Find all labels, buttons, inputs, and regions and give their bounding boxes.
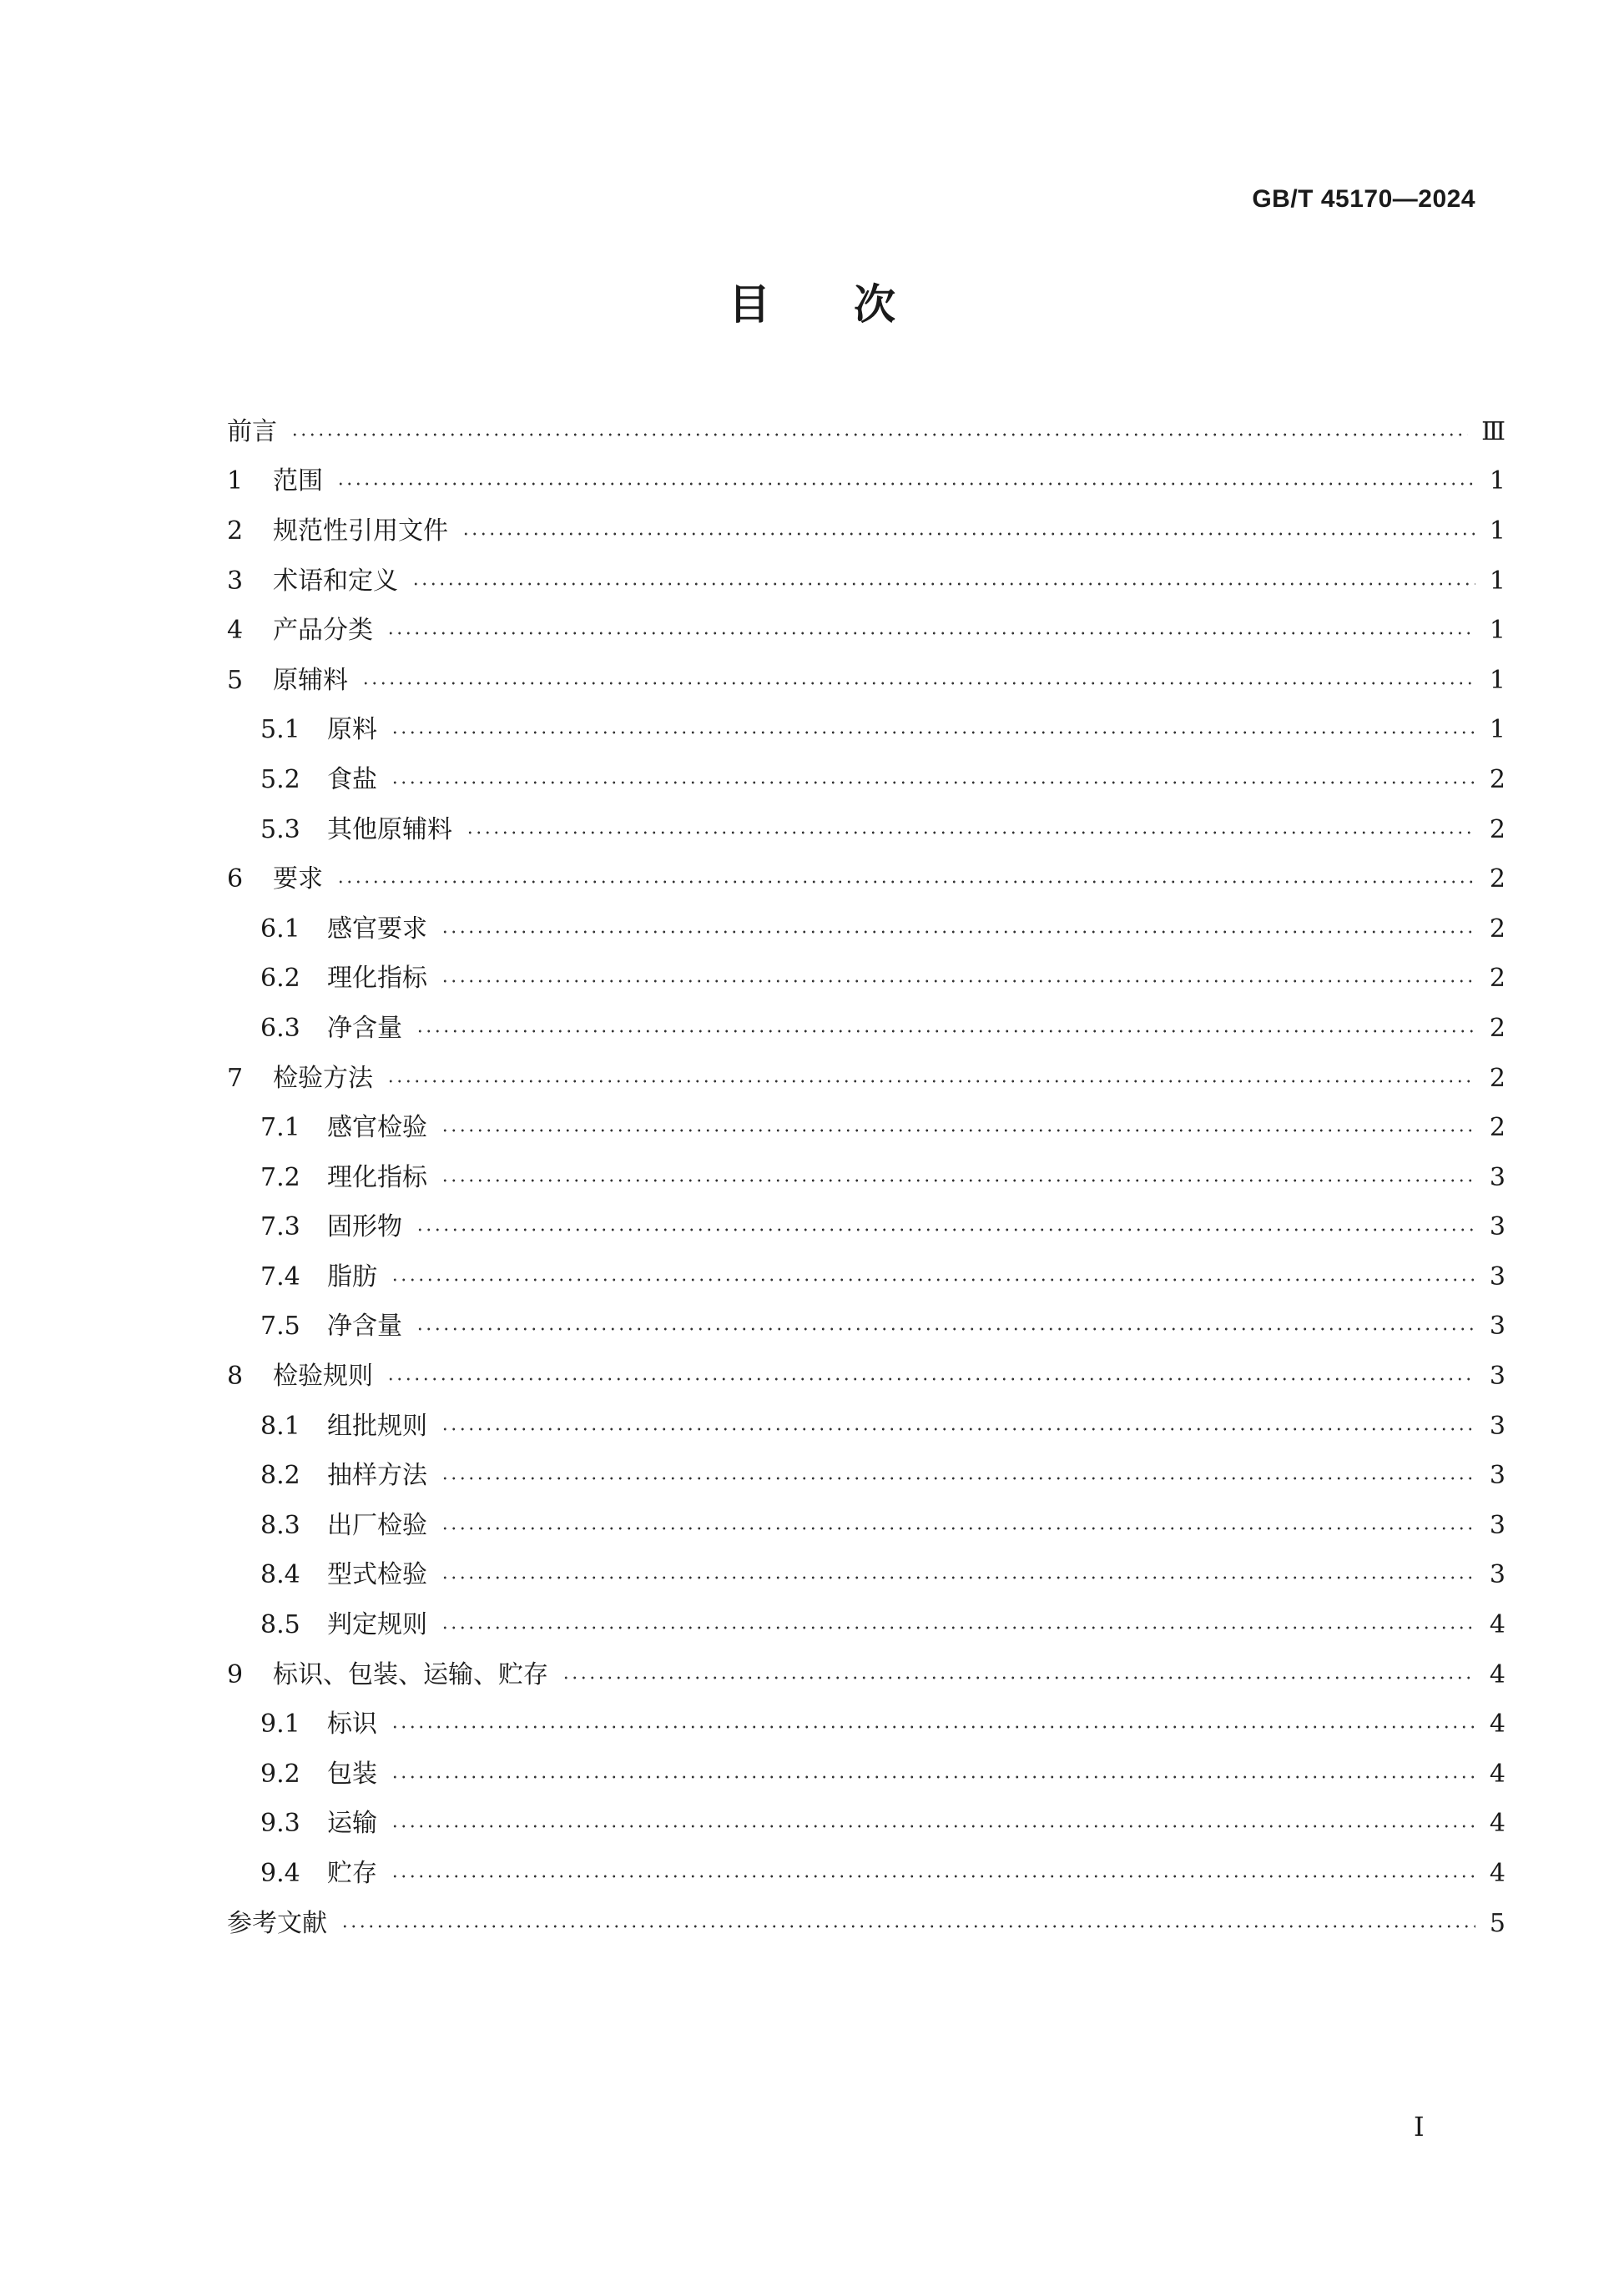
toc-entry-label: 规范性引用文件 — [273, 516, 448, 546]
toc-entry-page: 4 — [1489, 1709, 1505, 1740]
toc-entry-label: 产品分类 — [273, 616, 373, 646]
toc-dot-leader — [340, 1925, 1475, 1928]
toc-entry-page: 1 — [1489, 665, 1505, 695]
toc-entry-page: 4 — [1489, 1809, 1505, 1839]
toc-entry-number: 1 — [227, 466, 244, 496]
toc-entry[interactable] — [227, 706, 1505, 756]
toc-entry-label: 标识 — [327, 1709, 377, 1740]
toc-entry-page: Ⅲ — [1481, 416, 1505, 446]
toc-dot-leader — [461, 532, 1475, 536]
toc-entry[interactable] — [227, 1800, 1505, 1850]
toc-dot-leader — [391, 1278, 1475, 1281]
toc-dot-leader — [416, 1030, 1475, 1033]
toc-entry-number: 9.3 — [260, 1809, 300, 1839]
toc-entry-page: 2 — [1489, 1013, 1505, 1043]
toc-dot-leader — [411, 582, 1475, 586]
toc-entry-page: 2 — [1489, 914, 1505, 944]
toc-entry-number: 9.1 — [260, 1709, 300, 1740]
toc-dot-leader — [391, 781, 1475, 784]
toc-entry-number: 6.1 — [260, 914, 300, 944]
toc-entry[interactable] — [227, 1153, 1505, 1203]
toc-dot-leader — [441, 1427, 1475, 1431]
toc-entry-number: 2 — [227, 516, 244, 546]
toc-entry-page: 2 — [1489, 814, 1505, 844]
toc-entry-page: 1 — [1489, 616, 1505, 646]
toc-entry[interactable] — [227, 954, 1505, 1004]
toc-entry[interactable] — [227, 1054, 1505, 1104]
toc-entry-page: 1 — [1489, 516, 1505, 546]
toc-entry-page: 3 — [1489, 1261, 1505, 1292]
toc-entry-label: 感官检验 — [327, 1113, 427, 1143]
toc-entry-label: 型式检验 — [327, 1560, 427, 1590]
toc-entry-number: 5 — [227, 665, 244, 695]
toc-entry-label: 食盐 — [327, 764, 377, 794]
toc-entry[interactable] — [227, 506, 1505, 556]
toc-dot-leader — [441, 1626, 1475, 1629]
toc-dot-leader — [441, 1477, 1475, 1480]
toc-entry-label: 出厂检验 — [327, 1510, 427, 1540]
toc-entry-page: 2 — [1489, 1113, 1505, 1143]
toc-entry-number: 8.3 — [260, 1510, 300, 1540]
toc-dot-leader — [391, 1725, 1475, 1729]
toc-entry-label: 净含量 — [327, 1312, 402, 1342]
toc-dot-leader — [441, 1129, 1475, 1132]
toc-entry-number: 8.1 — [260, 1411, 300, 1441]
toc-entry-number: 7.3 — [260, 1212, 300, 1242]
toc-entry-page: 3 — [1489, 1212, 1505, 1242]
toc-entry[interactable] — [227, 1600, 1505, 1650]
toc-entry-label: 判定规则 — [327, 1610, 427, 1640]
toc-dot-leader — [361, 682, 1475, 685]
toc-entry-label: 原辅料 — [273, 665, 348, 695]
toc-entry-page: 1 — [1489, 566, 1505, 596]
toc-entry-number: 3 — [227, 566, 244, 596]
toc-entry-label: 净含量 — [327, 1013, 402, 1043]
toc-entry[interactable] — [227, 1551, 1505, 1601]
toc-entry-label: 组批规则 — [327, 1411, 427, 1441]
toc-entry[interactable] — [227, 805, 1505, 855]
toc-entry[interactable] — [227, 1302, 1505, 1352]
toc-dot-leader — [391, 1875, 1475, 1878]
toc-entry-label: 抽样方法 — [327, 1461, 427, 1491]
toc-dot-leader — [336, 880, 1475, 884]
toc-entry-page: 2 — [1489, 1063, 1505, 1093]
toc-entry-page: 5 — [1489, 1908, 1505, 1938]
toc-entry[interactable] — [227, 1402, 1505, 1452]
toc-entry[interactable] — [227, 1103, 1505, 1153]
toc-entry-page: 3 — [1489, 1510, 1505, 1540]
toc-entry-number: 5.2 — [260, 764, 300, 794]
toc-dot-leader — [562, 1676, 1475, 1679]
toc-entry-page: 2 — [1489, 764, 1505, 794]
toc-dot-leader — [386, 1377, 1475, 1381]
toc-entry-page: 3 — [1489, 1362, 1505, 1392]
toc-entry[interactable] — [227, 755, 1505, 805]
toc-entry-label: 理化指标 — [327, 1162, 427, 1192]
toc-entry[interactable] — [227, 1501, 1505, 1551]
toc-dot-leader — [416, 1228, 1475, 1231]
toc-entry-page: 2 — [1489, 964, 1505, 994]
toc-entry-label: 检验规则 — [273, 1362, 373, 1392]
toc-entry-number: 6 — [227, 864, 244, 894]
toc-dot-leader — [290, 433, 1468, 436]
toc-entry[interactable] — [227, 1750, 1505, 1800]
toc-dot-leader — [336, 482, 1475, 486]
toc-entry-number: 7.1 — [260, 1113, 300, 1143]
toc-entry[interactable] — [227, 1849, 1505, 1899]
toc-entry[interactable] — [227, 1252, 1505, 1302]
toc-dot-leader — [386, 632, 1475, 635]
table-of-contents — [227, 407, 1505, 1948]
toc-entry-page: 4 — [1489, 1610, 1505, 1640]
toc-dot-leader — [441, 1576, 1475, 1579]
toc-entry-page: 3 — [1489, 1560, 1505, 1590]
toc-dot-leader — [416, 1327, 1475, 1331]
toc-entry-page: 1 — [1489, 466, 1505, 496]
toc-entry-label: 理化指标 — [327, 964, 427, 994]
toc-entry-number: 8.5 — [260, 1610, 300, 1640]
toc-dot-leader — [466, 831, 1475, 834]
toc-entry[interactable] — [227, 1004, 1505, 1054]
toc-entry-page: 3 — [1489, 1461, 1505, 1491]
toc-entry-page: 3 — [1489, 1411, 1505, 1441]
toc-entry-label: 运输 — [327, 1809, 377, 1839]
toc-dot-leader — [441, 930, 1475, 934]
toc-entry[interactable] — [227, 1699, 1505, 1750]
toc-entry-number: 6.2 — [260, 964, 300, 994]
toc-entry[interactable] — [227, 904, 1505, 954]
toc-dot-leader — [391, 1825, 1475, 1828]
toc-entry[interactable] — [227, 854, 1505, 904]
toc-entry[interactable] — [227, 1650, 1505, 1700]
toc-entry-number: 5.1 — [260, 715, 300, 745]
toc-dot-leader — [441, 1527, 1475, 1530]
toc-entry-label: 脂肪 — [327, 1261, 377, 1292]
toc-entry[interactable] — [227, 1203, 1505, 1253]
toc-entry-label: 固形物 — [327, 1212, 402, 1242]
toc-entry-page: 4 — [1489, 1759, 1505, 1789]
toc-entry-number: 7.2 — [260, 1162, 300, 1192]
toc-entry-page: 4 — [1489, 1859, 1505, 1889]
toc-entry[interactable] — [227, 457, 1505, 507]
toc-entry-number: 7.5 — [260, 1312, 300, 1342]
toc-entry-number: 9.4 — [260, 1859, 300, 1889]
toc-entry-number: 5.3 — [260, 814, 300, 844]
toc-dot-leader — [441, 1179, 1475, 1182]
toc-entry-page: 3 — [1489, 1312, 1505, 1342]
toc-entry-label: 参考文献 — [227, 1908, 327, 1938]
toc-entry-label: 标识、包装、运输、贮存 — [273, 1659, 548, 1689]
toc-entry[interactable] — [227, 556, 1505, 607]
toc-entry-label: 要求 — [273, 864, 323, 894]
toc-entry-label: 包装 — [327, 1759, 377, 1789]
toc-entry-page: 1 — [1489, 715, 1505, 745]
toc-dot-leader — [391, 731, 1475, 734]
toc-entry-number: 6.3 — [260, 1013, 300, 1043]
toc-entry-label: 感官要求 — [327, 914, 427, 944]
toc-entry-label: 其他原辅料 — [327, 814, 452, 844]
toc-entry-label: 前言 — [227, 416, 277, 446]
toc-entry[interactable] — [227, 606, 1505, 656]
toc-dot-leader — [391, 1775, 1475, 1779]
page-number: Ⅰ — [1414, 2111, 1425, 2142]
toc-entry-number: 9 — [227, 1659, 244, 1689]
toc-entry-label: 范围 — [273, 466, 323, 496]
toc-entry-label: 原料 — [327, 715, 377, 745]
toc-entry-number: 8 — [227, 1362, 244, 1392]
toc-entry-label: 术语和定义 — [273, 566, 398, 596]
toc-entry[interactable] — [227, 1352, 1505, 1402]
standard-code: GB/T 45170—2024 — [1252, 185, 1475, 213]
toc-entry[interactable] — [227, 1899, 1505, 1949]
toc-entry-label: 贮存 — [327, 1859, 377, 1889]
toc-entry-number: 7.4 — [260, 1261, 300, 1292]
toc-entry-page: 3 — [1489, 1162, 1505, 1192]
toc-entry-number: 8.4 — [260, 1560, 300, 1590]
toc-entry-number: 4 — [227, 616, 244, 646]
toc-entry-number: 7 — [227, 1063, 244, 1093]
toc-entry-page: 4 — [1489, 1659, 1505, 1689]
page-title: 目次 — [729, 280, 979, 329]
toc-entry-label: 检验方法 — [273, 1063, 373, 1093]
toc-entry[interactable] — [227, 656, 1505, 706]
toc-entry[interactable] — [227, 1451, 1505, 1501]
toc-entry-page: 2 — [1489, 864, 1505, 894]
toc-entry-number: 9.2 — [260, 1759, 300, 1789]
toc-entry[interactable] — [227, 407, 1505, 457]
toc-dot-leader — [441, 979, 1475, 983]
toc-entry-number: 8.2 — [260, 1461, 300, 1491]
toc-dot-leader — [386, 1080, 1475, 1083]
